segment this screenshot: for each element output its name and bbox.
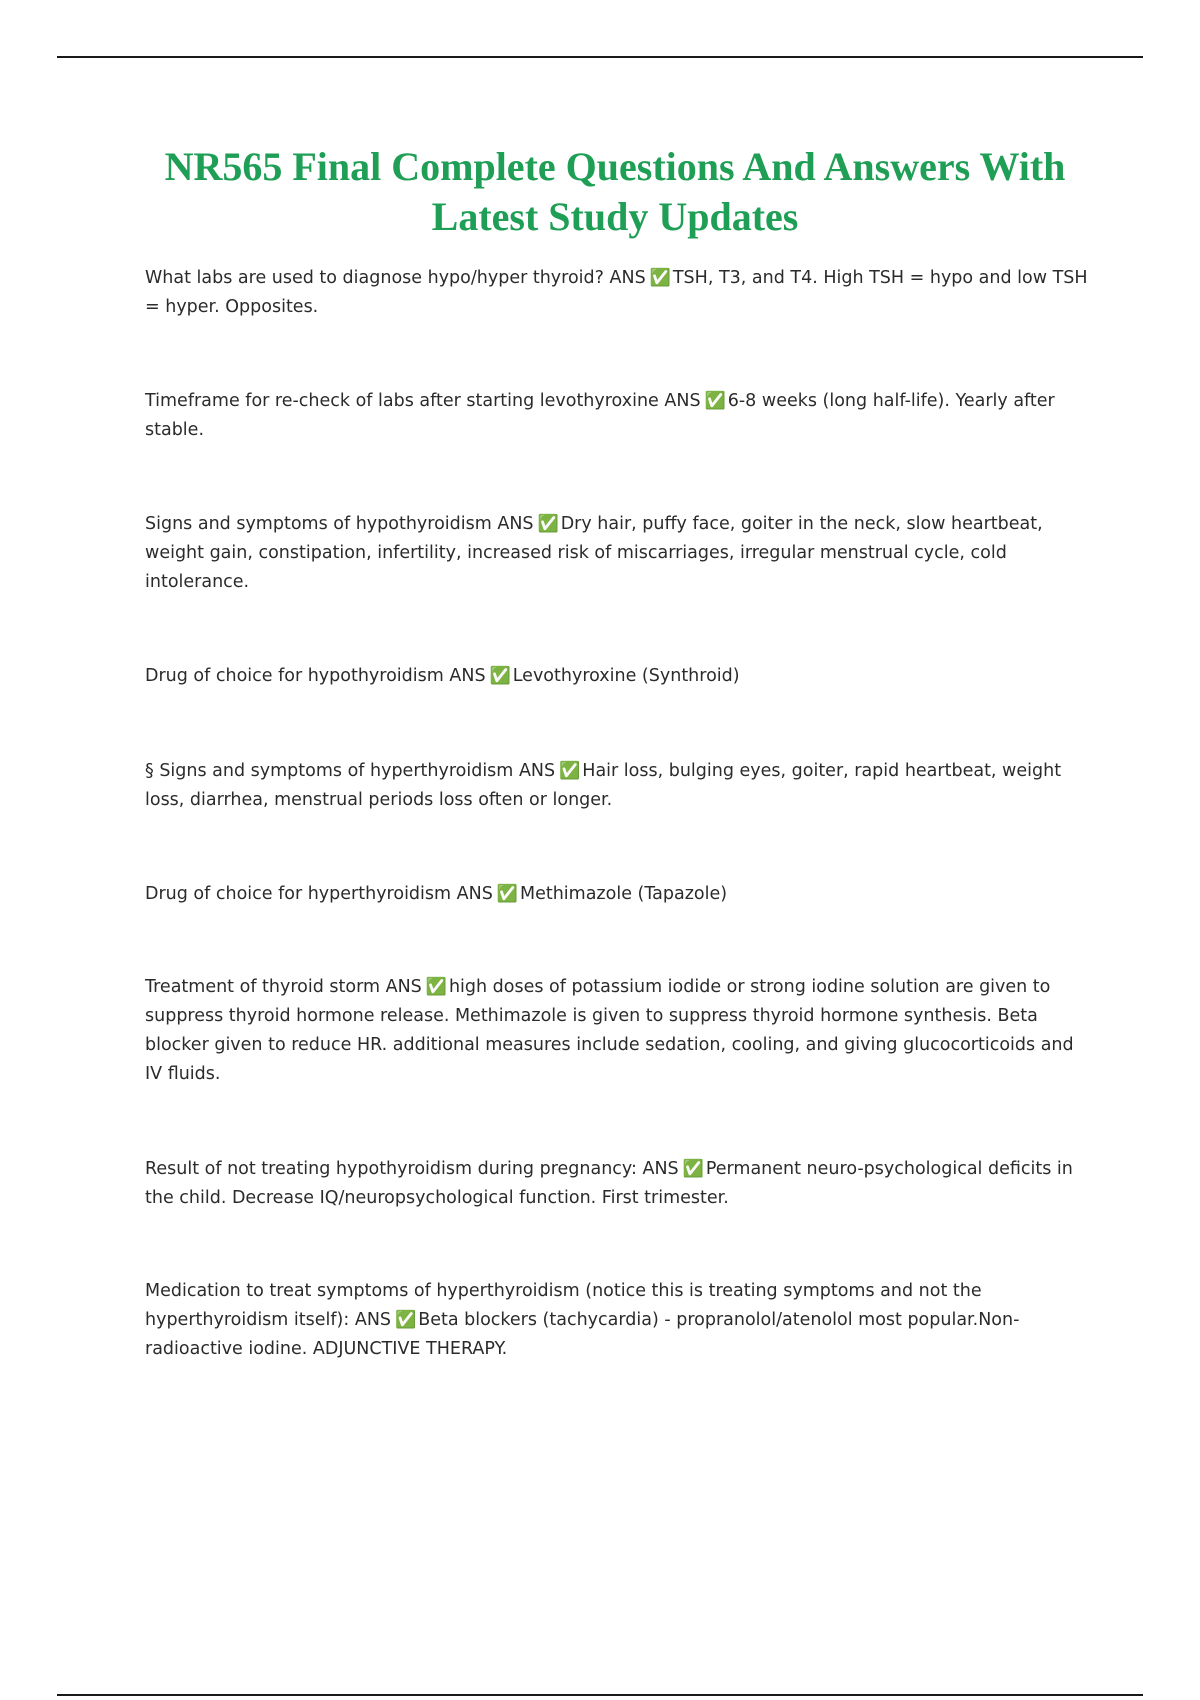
top-rule	[57, 56, 1143, 58]
qa-item	[145, 662, 1090, 691]
question-text: Drug of choice for hypothyroidism	[145, 666, 444, 686]
answer-label: ANS	[456, 884, 493, 904]
question-text: Result of not treating hypothyroidism during pregnancy:	[145, 1159, 637, 1179]
question-text: Timeframe for re-check of labs after starting levothyroxine	[145, 391, 659, 411]
answer-label: ANS	[642, 1159, 679, 1179]
checkmark-icon: ✅	[425, 977, 447, 997]
answer-text: high doses of potassium iodide or strong iodine solution are given to suppress thyroid hormone release. Methimazole is given to suppress thyroid hormone synthesis. Beta blocker given to reduce HR. additional measures include sedation, cooling, and giving glucocorticoids and IV fluids.	[145, 977, 1074, 1084]
answer-label: ANS	[664, 391, 701, 411]
answer-text: Dry hair, puffy face, goiter in the neck, slow heartbeat, weight gain, constipation, infertility, increased risk of miscarriages, irregular menstrual cycle, cold intolerance.	[145, 514, 1043, 592]
answer-text: Levothyroxine (Synthroid)	[512, 666, 740, 686]
answer-label: ANS	[609, 268, 646, 288]
question-text: What labs are used to diagnose hypo/hyper thyroid?	[145, 268, 604, 288]
qa-item	[145, 1277, 1090, 1364]
checkmark-icon: ✅	[537, 514, 559, 534]
answer-label: ANS	[385, 977, 422, 997]
answer-text: Permanent neuro-psychological deficits in the child. Decrease IQ/neuropsychological function. First trimester.	[145, 1159, 1073, 1208]
question-text: Drug of choice for hyperthyroidism	[145, 884, 452, 904]
answer-text: Beta blockers (tachycardia) - propranolol/atenolol most popular.Non-radioactive iodine. ADJUNCTIVE THERAPY.	[145, 1310, 1020, 1359]
checkmark-icon: ✅	[682, 1159, 704, 1179]
answer-text: TSH, T3, and T4. High TSH = hypo and low TSH = hyper. Opposites.	[145, 268, 1088, 317]
qa-item	[145, 973, 1090, 1089]
checkmark-icon: ✅	[704, 391, 726, 411]
page-title: NR565 Final Complete Questions And Answers With Latest Study Updates	[164, 144, 1066, 239]
answer-label: ANS	[449, 666, 486, 686]
qa-item	[145, 264, 1090, 322]
checkmark-icon: ✅	[496, 884, 518, 904]
answer-label: ANS	[354, 1310, 392, 1330]
question-text: § Signs and symptoms of hyperthyroidism	[145, 761, 514, 781]
question-text: Signs and symptoms of hypothyroidism	[145, 514, 492, 534]
question-text: Treatment of thyroid storm	[145, 977, 381, 997]
answer-label: ANS	[497, 514, 534, 534]
qa-item	[145, 510, 1090, 597]
answer-text: Methimazole (Tapazole)	[519, 884, 728, 904]
answer-text: 6-8 weeks (long half-life). Yearly after stable.	[145, 391, 1055, 440]
answer-label: ANS	[518, 761, 556, 781]
checkmark-icon: ✅	[649, 268, 671, 288]
answer-text: Hair loss, bulging eyes, goiter, rapid heartbeat, weight loss, diarrhea, menstrual periods loss often or longer.	[145, 761, 1062, 810]
bottom-rule	[57, 1694, 1143, 1696]
qa-item	[145, 387, 1090, 445]
checkmark-icon: ✅	[489, 666, 511, 686]
question-text: Medication to treat symptoms of hyperthyroidism (notice this is treating symptoms and not the hyperthyroidism itself):	[145, 1281, 982, 1330]
checkmark-icon: ✅	[395, 1310, 417, 1330]
qa-item	[145, 880, 1090, 909]
checkmark-icon: ✅	[559, 761, 581, 781]
qa-item	[145, 757, 1090, 815]
qa-item	[145, 1155, 1090, 1213]
